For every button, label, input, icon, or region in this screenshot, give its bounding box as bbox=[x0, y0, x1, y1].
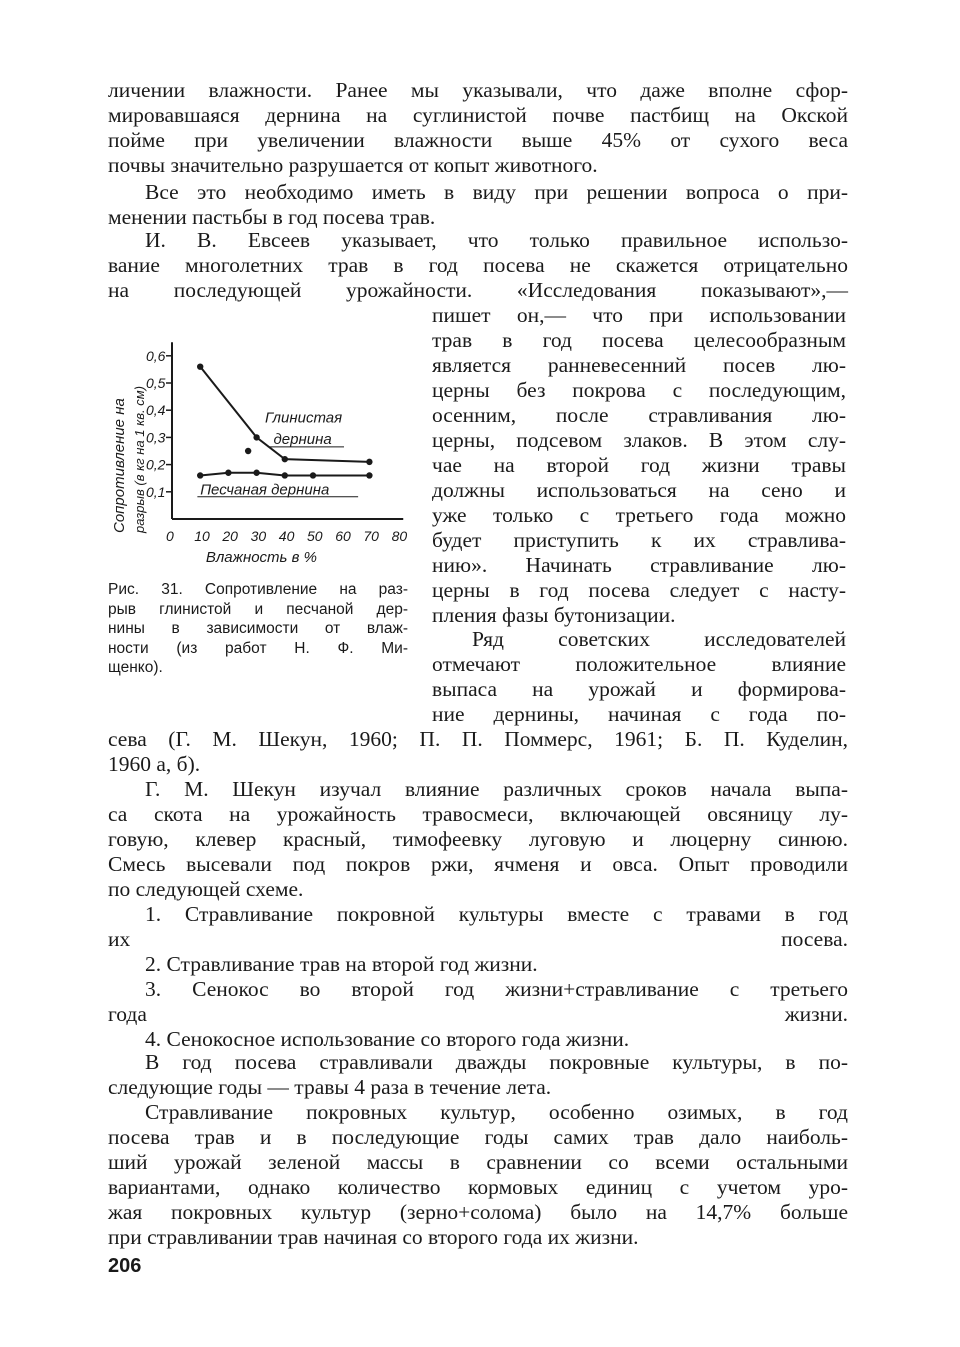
data-point bbox=[197, 363, 203, 369]
data-point bbox=[282, 456, 288, 462]
para4_narrow-line: ние дернины, начиная с года по- bbox=[432, 702, 846, 726]
x-tick-label: 10 bbox=[194, 528, 210, 544]
list-line: 4. Сенокосное использование со второго года жизни. bbox=[145, 1027, 630, 1051]
para3_full-line: на последующей урожайности. «Исследования показывают»,— bbox=[108, 278, 848, 302]
para4_full-line: 1960 а, б). bbox=[108, 752, 201, 776]
para6-line: В год посева стравливали дважды покровные культуры, в по- bbox=[145, 1050, 848, 1074]
para1-line: почвы значительно разрушается от копыт животного. bbox=[108, 153, 598, 177]
y-tick-label: 0,4 bbox=[146, 402, 166, 419]
figure-caption-line: ности (из работ Н. Ф. Ми- bbox=[108, 639, 408, 657]
para3_narrow-line: пления фазы бутонизации. bbox=[432, 603, 676, 627]
para2-line: менении пастьбы в год посева трав. bbox=[108, 205, 436, 229]
para3_narrow-line: чае на второй год жизни травы bbox=[432, 453, 846, 477]
para7-line: вариантами, однако количество кормовых единиц с учетом уро- bbox=[108, 1175, 848, 1199]
para3_full-line: вание многолетних трав в год посева не скажется отрицательно bbox=[108, 253, 848, 277]
data-point bbox=[197, 472, 203, 478]
list-line: 2. Стравливание трав на второй год жизни. bbox=[145, 952, 538, 976]
para1-line: мировавшаяся дернина на суглинистой почве пастбищ на Окской bbox=[108, 103, 848, 127]
x-tick-label: 40 bbox=[278, 528, 295, 544]
para4_narrow-line: Ряд советских исследователей bbox=[472, 627, 846, 651]
chart-marks bbox=[197, 363, 373, 498]
y-tick-label: 0,1 bbox=[146, 483, 166, 500]
chart-axes bbox=[111, 342, 407, 566]
data-point bbox=[253, 434, 259, 440]
x-tick-label: 80 bbox=[391, 528, 408, 544]
para4_full-line: сева (Г. М. Шекун, 1960; П. П. Поммерс, 1961; Б. П. Куделин, bbox=[108, 727, 848, 751]
para3_narrow-line: осенним, после стравливания лю- bbox=[432, 403, 846, 427]
data-point bbox=[366, 459, 372, 465]
para6-line: следующие годы — травы 4 раза в течение лета. bbox=[108, 1075, 552, 1099]
para3_narrow-line: должны использоваться на сено и bbox=[432, 478, 846, 502]
x-axis-title: Влажность в % bbox=[205, 549, 317, 566]
figure-caption-line: нины в зависимости от влаж- bbox=[108, 620, 408, 637]
x-tick-label: 0 bbox=[166, 528, 174, 544]
x-tick-label: 30 bbox=[250, 528, 267, 544]
para3_narrow-line: уже только с третьего года можно bbox=[432, 503, 846, 527]
list-line: их посева. bbox=[108, 927, 848, 951]
para7-line: ший урожай зеленой массы в сравнении со всеми остальными bbox=[108, 1150, 848, 1174]
data-point bbox=[282, 472, 288, 478]
y-tick-label: 0,2 bbox=[146, 456, 166, 473]
data-point bbox=[253, 470, 259, 476]
figure-caption-line: щенко). bbox=[108, 659, 163, 676]
para7-line: жая покровных культур (зерно+солома) было на 14,7% больше bbox=[108, 1200, 848, 1224]
y-axis-title-line1: Сопротивление на bbox=[111, 398, 128, 533]
x-tick-label: 20 bbox=[222, 528, 238, 544]
para7-line: Стравливание покровных культур, особенно озимых, в год bbox=[145, 1100, 848, 1124]
para3_narrow-line: церны без покрова с последующим, bbox=[432, 378, 846, 402]
x-tick-label: 50 bbox=[307, 528, 323, 544]
x-tick-label: 70 bbox=[363, 528, 379, 544]
para3_narrow-line: церны в год посева следует с насту- bbox=[432, 578, 846, 602]
para3_narrow-line: является ранневесенний посев лю- bbox=[432, 353, 846, 377]
para2-line: Все это необходимо иметь в виду при решении вопроса о при- bbox=[145, 180, 848, 204]
para5-line: Г. М. Шекун изучал влияние различных сроков начала выпа- bbox=[145, 777, 848, 801]
series-label-clay-line1: Глинистая bbox=[265, 409, 343, 427]
data-point bbox=[245, 448, 251, 454]
para4_narrow-line: выпаса на урожай и формирова- bbox=[432, 677, 846, 701]
x-tick-label: 60 bbox=[335, 528, 351, 544]
series-label-clay-line2: дернина bbox=[273, 431, 332, 449]
data-point bbox=[310, 472, 316, 478]
para3_full-line: И. В. Евсеев указывает, что только правильное использо- bbox=[145, 228, 848, 252]
figure-caption-line: Рис. 31. Сопротивление на раз- bbox=[108, 581, 408, 598]
y-tick-label: 0,6 bbox=[146, 347, 166, 364]
y-tick-label: 0,5 bbox=[146, 375, 166, 391]
figure-caption-line: рыв глинистой и песчаной дер- bbox=[108, 600, 408, 618]
para5-line: Смесь высевали под покров ржи, ячменя и овса. Опыт проводили bbox=[108, 852, 848, 876]
y-axis-title-line2: разрыв (в кг на 1 кв. см) bbox=[132, 385, 147, 533]
para7-line: посева трав и в последующие годы самих трав дало наиболь- bbox=[108, 1125, 848, 1149]
para7-line: при стравливании трав начиная со второго года их жизни. bbox=[108, 1225, 639, 1249]
y-tick-label: 0,3 bbox=[146, 429, 166, 446]
para4_narrow-line: отмечают положительное влияние bbox=[432, 652, 846, 676]
para3_narrow-line: нию». Начинать стравливание лю- bbox=[432, 553, 846, 577]
data-point bbox=[225, 470, 231, 476]
para5-line: говую, клевер красный, тимофеевку луговую и люцерну синюю. bbox=[108, 827, 848, 851]
data-point bbox=[366, 472, 372, 478]
series-label-sand: Песчаная дернина bbox=[200, 481, 330, 499]
para1-line: пойме при увеличении влажности выше 45% от сухого веса bbox=[108, 128, 848, 152]
para5-line: са скота на урожайность травосмеси, включающей овсяницу лу- bbox=[108, 802, 848, 826]
para3_narrow-line: церны, подсевом злаков. В этом слу- bbox=[432, 428, 846, 452]
para3_narrow-line: пишет он,— что при использовании bbox=[432, 303, 846, 327]
moisture-resistance-chart bbox=[100, 305, 410, 570]
list-line: 3. Сенокос во второй год жизни+стравливание с третьего bbox=[145, 977, 848, 1001]
list-line: 1. Стравливание покровной культуры вместе с травами в год bbox=[145, 902, 848, 926]
para3_narrow-line: трав в год посева целесообразным bbox=[432, 328, 846, 352]
para1-line: личении влажности. Ранее мы указывали, что даже вполне сфор- bbox=[108, 78, 848, 102]
list-line: года жизни. bbox=[108, 1002, 848, 1026]
page-number: 206 bbox=[108, 1255, 142, 1277]
para3_narrow-line: будет приступить к их стравлива- bbox=[432, 528, 846, 552]
para5-line: по следующей схеме. bbox=[108, 877, 304, 901]
